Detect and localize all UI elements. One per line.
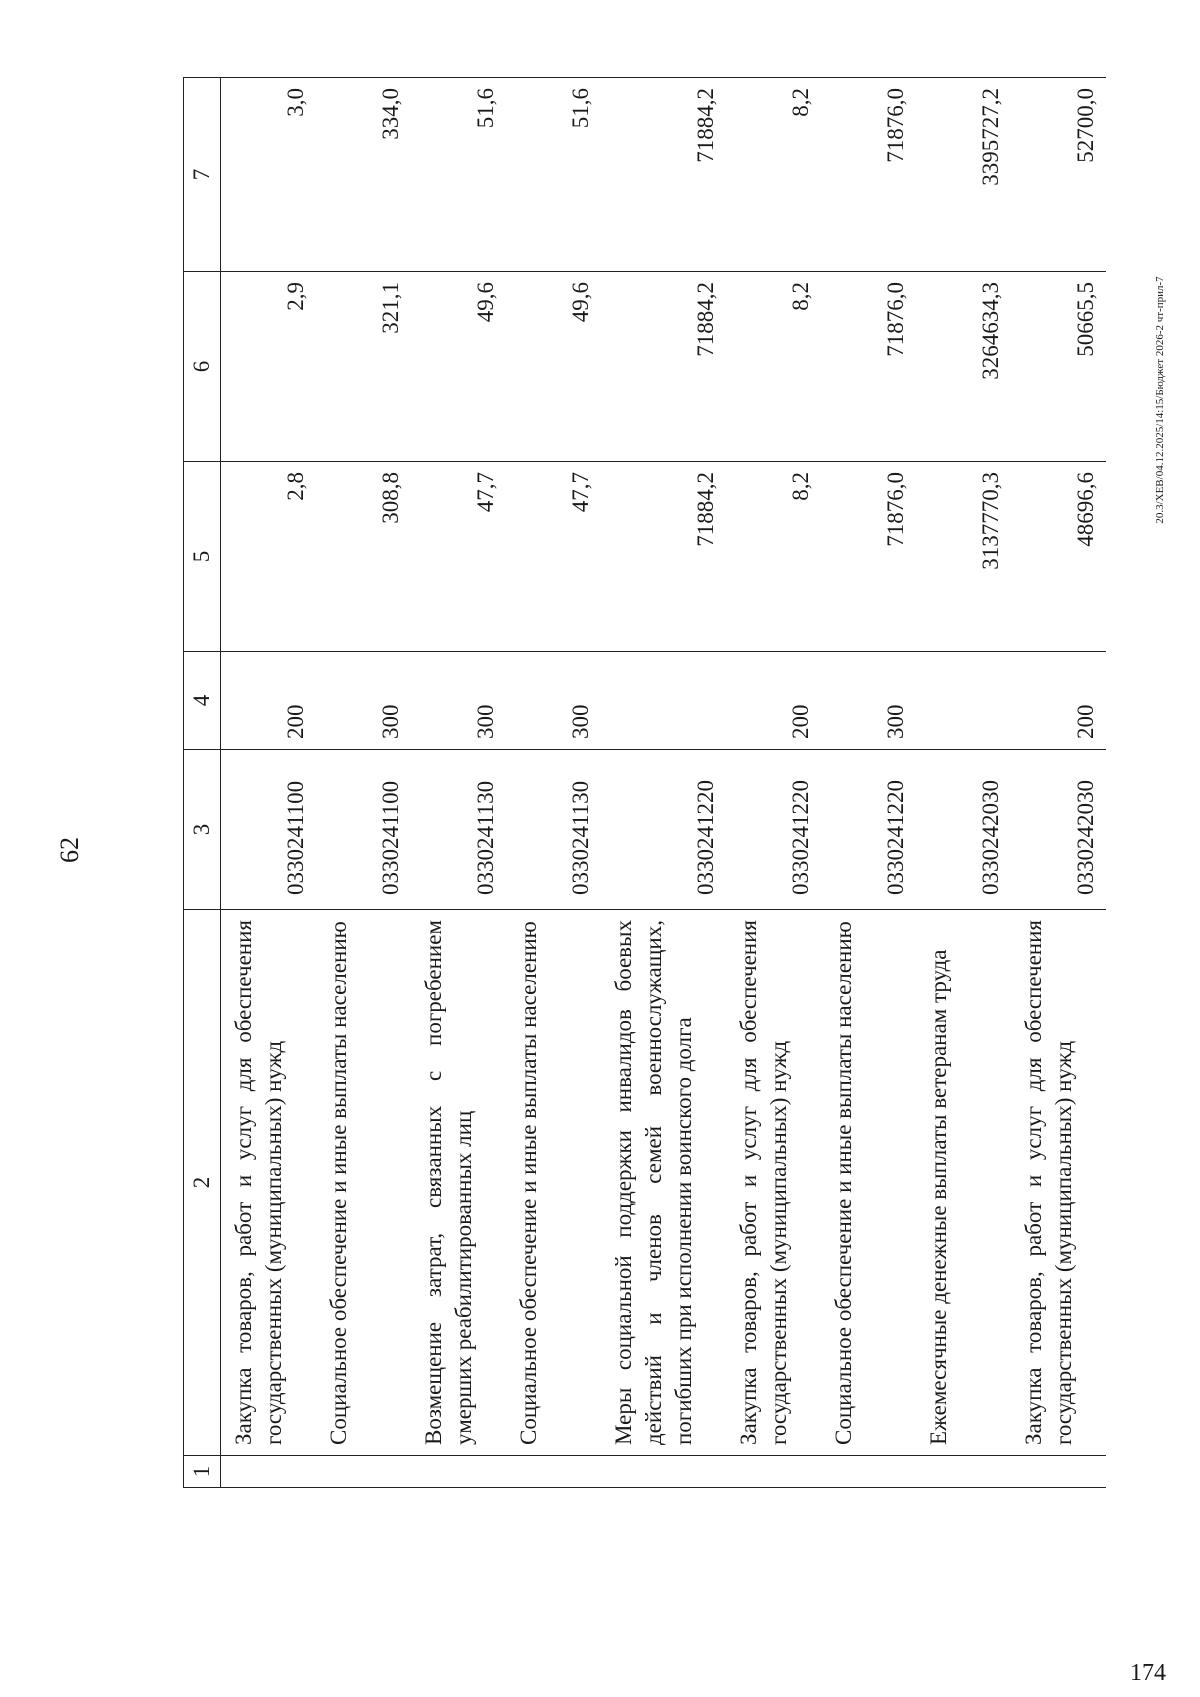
row-value-7: 3395727,2: [916, 78, 1011, 272]
row-value-7: 71876,0: [821, 78, 916, 272]
row-value-7: 51,6: [506, 78, 601, 272]
row-type: [601, 652, 726, 750]
row-value-6: 3264634,3: [916, 272, 1011, 462]
row-type: 300: [821, 652, 916, 750]
row-code: 0330241220: [601, 750, 726, 910]
row-index-cell: [726, 1456, 821, 1488]
row-value-6: 2,9: [221, 272, 317, 462]
row-value-6: 49,6: [411, 272, 506, 462]
row-value-5: 71884,2: [601, 462, 726, 652]
document-code: 20.3/ХЕВ/04.12.2025/14:15/Бюджет 2026-2 чт-прил-7: [1154, 276, 1166, 524]
table-row: [1011, 78, 1106, 1488]
row-value-6: 8,2: [726, 272, 821, 462]
row-type: 200: [726, 652, 821, 750]
row-code: 0330242030: [1011, 750, 1106, 910]
row-code: 0330241130: [506, 750, 601, 910]
row-name: Социальное обеспечение и иные выплаты населению: [821, 910, 916, 1456]
row-type: 300: [411, 652, 506, 750]
row-value-5: 308,8: [316, 462, 411, 652]
header-col-6: 6: [184, 272, 221, 462]
row-index-cell: [411, 1456, 506, 1488]
row-type: 300: [506, 652, 601, 750]
row-value-6: 71884,2: [601, 272, 726, 462]
row-index-cell: [916, 1456, 1011, 1488]
row-value-5: 47,7: [506, 462, 601, 652]
row-value-6: 49,6: [506, 272, 601, 462]
row-value-5: 71876,0: [821, 462, 916, 652]
table-row: [506, 78, 601, 1488]
row-type: 200: [221, 652, 317, 750]
row-name: Закупка товаров, работ и услуг для обеспечения государственных (муниципальных) нужд: [221, 910, 317, 1456]
row-value-6: 321,1: [316, 272, 411, 462]
row-name: Социальное обеспечение и иные выплаты населению: [506, 910, 601, 1456]
row-type: 300: [316, 652, 411, 750]
row-name: Ежемесячные денежные выплаты ветеранам труда: [916, 910, 1011, 1456]
header-col-5: 5: [184, 462, 221, 652]
budget-table-wrapper: [183, 78, 1098, 1488]
row-name: Меры социальной поддержки инвалидов боевых действий и членов семей военнослужащих, погибших при исполнении воинского долга: [601, 910, 726, 1456]
row-value-7: 52700,0: [1011, 78, 1106, 272]
table-row: [821, 78, 916, 1488]
header-col-2: 2: [184, 910, 221, 1456]
row-value-6: 71876,0: [821, 272, 916, 462]
table-row: [221, 78, 317, 1488]
row-code: 0330241100: [221, 750, 317, 910]
row-value-7: 8,2: [726, 78, 821, 272]
row-code: 0330241220: [821, 750, 916, 910]
row-value-7: 3,0: [221, 78, 317, 272]
header-col-3: 3: [184, 750, 221, 910]
budget-table: [183, 77, 1106, 1488]
table-row: [316, 78, 411, 1488]
row-name: Закупка товаров, работ и услуг для обеспечения государственных (муниципальных) нужд: [1011, 910, 1106, 1456]
row-value-5: 2,8: [221, 462, 317, 652]
row-index-cell: [221, 1456, 317, 1488]
header-row: [184, 78, 221, 1488]
row-name: Возмещение затрат, связанных с погребением умерших реабилитированных лиц: [411, 910, 506, 1456]
row-index-cell: [316, 1456, 411, 1488]
header-col-1: 1: [184, 1456, 221, 1488]
page-number: 62: [55, 837, 84, 863]
row-value-7: 334,0: [316, 78, 411, 272]
row-name: Закупка товаров, работ и услуг для обеспечения государственных (муниципальных) нужд: [726, 910, 821, 1456]
row-value-7: 51,6: [411, 78, 506, 272]
header-col-4: 4: [184, 652, 221, 750]
row-code: 0330241100: [316, 750, 411, 910]
row-value-7: 71884,2: [601, 78, 726, 272]
row-index-cell: [506, 1456, 601, 1488]
table-row: [726, 78, 821, 1488]
row-type: [916, 652, 1011, 750]
row-type: 200: [1011, 652, 1106, 750]
sheet-number: 174: [1130, 1660, 1166, 1686]
header-col-7: 7: [184, 78, 221, 272]
table-row: [601, 78, 726, 1488]
row-code: 0330241130: [411, 750, 506, 910]
row-value-5: 8,2: [726, 462, 821, 652]
table-row: [916, 78, 1011, 1488]
row-value-5: 48696,6: [1011, 462, 1106, 652]
row-value-5: 47,7: [411, 462, 506, 652]
row-index-cell: [601, 1456, 726, 1488]
row-name: Социальное обеспечение и иные выплаты населению: [316, 910, 411, 1456]
row-index-cell: [821, 1456, 916, 1488]
row-value-6: 50665,5: [1011, 272, 1106, 462]
row-code: 0330242030: [916, 750, 1011, 910]
row-code: 0330241220: [726, 750, 821, 910]
row-value-5: 3137770,3: [916, 462, 1011, 652]
table-row: [411, 78, 506, 1488]
row-index-cell: [1011, 1456, 1106, 1488]
